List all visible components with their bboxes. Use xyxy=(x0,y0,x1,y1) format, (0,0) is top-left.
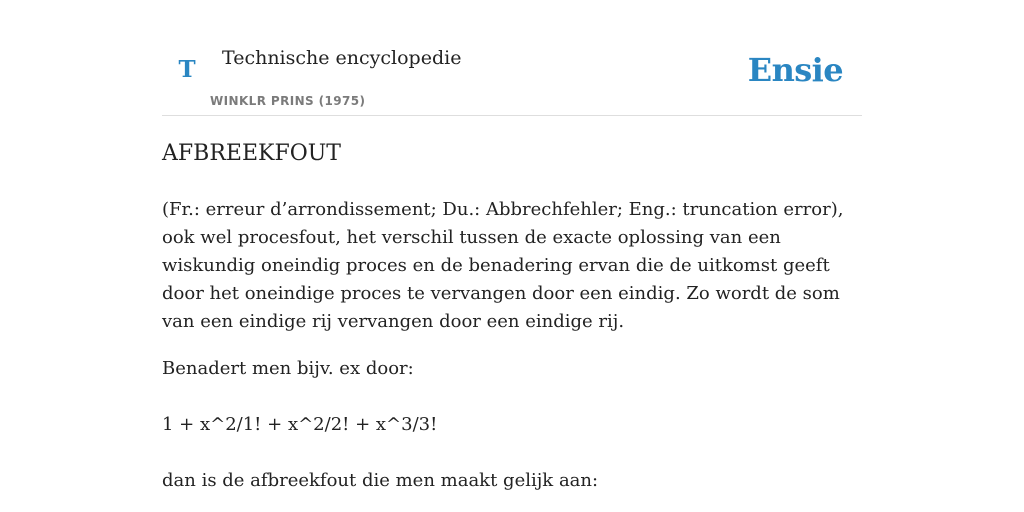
formula: 1 + x^2/1! + x^2/2! + x^3/3! xyxy=(162,414,438,435)
article-paragraph: (Fr.: erreur d’arrondissement; Du.: Abbrechfehler; Eng.: truncation error), ook wel procesfout, het verschil tussen de exacte oplossing van een wiskundig oneindig proces en de benadering ervan die de uitkomst geeft door het oneindige proces te vervangen door een eindig. Zo wordt de som van een eindige rij vervangen door een eindige rij. xyxy=(162,199,844,332)
book-title[interactable]: Technische encyclopedie xyxy=(222,47,462,69)
article-paragraph: dan is de afbreekfout die men maakt gelijk aan: xyxy=(162,470,599,491)
article xyxy=(162,136,862,495)
book-header xyxy=(162,0,862,116)
site-logo[interactable]: Ensie xyxy=(747,51,843,89)
article-title: AFBREEKFOUT xyxy=(162,141,341,166)
article-paragraph: Benadert men bijv. ex door: xyxy=(162,358,414,379)
book-edition: WINKLR PRINS (1975) xyxy=(210,94,366,108)
book-icon: T xyxy=(178,56,196,83)
